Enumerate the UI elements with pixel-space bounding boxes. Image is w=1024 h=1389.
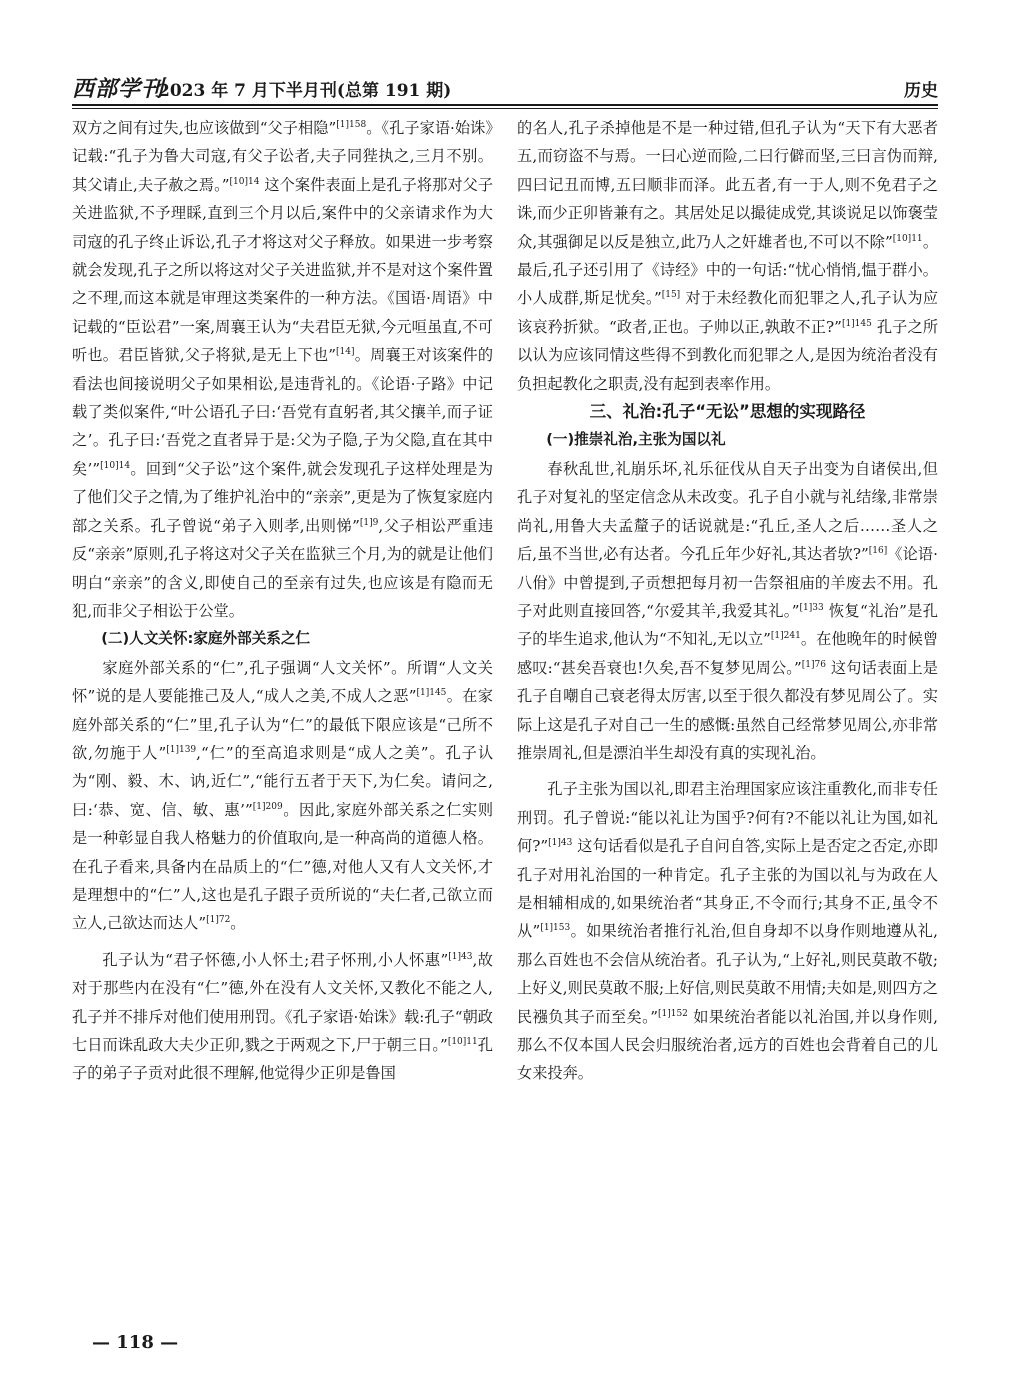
paragraph-gap bbox=[72, 938, 493, 946]
citation-ref: [1]209 bbox=[252, 801, 283, 812]
citation-ref: [16] bbox=[868, 546, 888, 557]
citation-ref: [1]72 bbox=[206, 915, 231, 926]
citation-ref: [1]145 bbox=[841, 318, 872, 329]
body-paragraph bbox=[72, 946, 493, 1088]
citation-ref: [1]139 bbox=[166, 744, 197, 755]
citation-ref: [14] bbox=[336, 347, 355, 358]
citation-ref: [1]33 bbox=[799, 602, 824, 613]
citation-ref: [10]14 bbox=[100, 460, 131, 471]
text-run: 。在家庭外部关系的“仁”里,孔子认为“仁”的最低下限应该是“己所不欲,勿施于人” bbox=[72, 687, 493, 762]
citation-ref: [10]11 bbox=[447, 1037, 478, 1047]
text-run: 。周襄王对该案件的看法也间接说明父子如果相讼,是违背礼的。《论语·子路》中记载了类似案件,“叶公语孔子曰:‘吾党有直躬者,其父攘羊,而子证之’。孔子曰:‘吾党之直者异于是:父为子隐,子为父隐,直在其中矣’” bbox=[72, 346, 493, 478]
text-run: 孔子的弟子子贡对此很不理解,他觉得少正卯是鲁国 bbox=[72, 1036, 493, 1083]
text-run: 这个案件表面上是孔子将那对父子关进监狱,不予理睬,直到三个月以后,案件中的父亲请求作为大司寇的孔子终止诉讼,孔子才将这对父子释放。如果进一步考察就会发现,孔子之所以将这对父子关进监狱,并不是对这个案件置之不理,而这本就是审理这类案件的一种方法。《国语·周语》中记载的“臣讼君”一案,周襄王认为“夫君臣无狱,今元咺虽直,不可听也。君臣皆狱,父子将狱,是无上下也” bbox=[72, 175, 493, 365]
text-run: 。回到“父子讼”这个案件,就会发现孔子这样处理是为了他们父子之情,为了维护礼治中的“亲亲”,更是为了恢复家庭内部之关系。孔子曾说“弟子入则孝,出则悌” bbox=[72, 459, 493, 535]
issue-info: 2023 年 7 月下半月刊(总第 191 期) bbox=[158, 81, 452, 101]
page-number: — 118 — bbox=[92, 1332, 179, 1353]
text-run: 。因此,家庭外部关系之仁实则是一种彰显自我人格魅力的价值取向,是一种高尚的道德人格。在孔子看来,具备内在品质上的“仁”德,对他人又有人文关怀,才是理想中的“仁”人,这也是孔子跟子贡所说的“夫仁者,己欲立而立人,己欲达而达人” bbox=[72, 800, 493, 933]
text-run: 。《孔子家语·始诛》记载:“孔子为鲁大司寇,有父子讼者,夫子同狴执之,三月不别。其父请止,夫子赦之焉。” bbox=[72, 119, 493, 194]
citation-ref: [15] bbox=[661, 290, 681, 301]
citation-ref: [1]158 bbox=[336, 120, 367, 130]
text-run: ,故对于那些内在没有“仁”德,外在没有人文关怀,又教化不能之人,孔子并不排斥对他们使用刑罚。《孔子家语·始诛》载:孔子“朝政七日而诛乱政大夫少正卯,戮之于两观之下,尸于朝三日。” bbox=[72, 950, 493, 1054]
paragraph-gap bbox=[517, 767, 938, 775]
citation-ref: [1]241 bbox=[770, 631, 801, 642]
text-run: 家庭外部关系的“仁”,孔子强调“人文关怀”。所谓“人文关怀”说的是人要能推己及人,“成人之美,不成人之恶” bbox=[72, 658, 493, 706]
subsection-heading: (一)推崇礼治,主张为国以礼 bbox=[546, 431, 726, 449]
text-run: 这句话看似是孔子自问自答,实际上是否定之否定,亦即孔子对用礼治国的一种肯定。孔子主张的为国以礼与为政在人是相辅相成的,如果统治者“其身正,不令而行;其身不正,虽令不从” bbox=[517, 837, 938, 941]
text-run: 孔子主张为国以礼,即君主治理国家应该注重教化,而非专任刑罚。孔子曾说:“能以礼让为国乎?何有?不能以礼让为国,如礼何?” bbox=[517, 780, 938, 856]
left-column bbox=[72, 114, 493, 1329]
body-paragraph bbox=[517, 775, 938, 1087]
text-run: 孔子之所以认为应该同情这些得不到教化而犯罪之人,是因为统治者没有负担起教化之职责,没有起到表率作用。 bbox=[517, 317, 938, 393]
text-run: 对于未经教化而犯罪之人,孔子认为应该哀矜折狱。“政者,正也。子帅以正,孰敢不正?” bbox=[517, 289, 938, 336]
body-paragraph bbox=[517, 114, 938, 398]
text-run: 。最后,孔子还引用了《诗经》中的一句话:“忧心悄悄,愠于群小。小人成群,斯足忧矣。” bbox=[517, 232, 938, 308]
text-run: 孔子认为“君子怀德,小人怀土;君子怀刑,小人怀惠” bbox=[102, 950, 449, 969]
citation-ref: [10]14 bbox=[229, 176, 260, 187]
citation-ref: [1]43 bbox=[548, 838, 573, 849]
text-run: ,父子相讼严重违反“亲亲”原则,孔子将这对父子关在监狱三个月,为的就是让他们明白“亲亲”的含义,即使自己的至亲有过失,也应该是有隐而无犯,而非父子相讼于公堂。 bbox=[72, 516, 493, 620]
citation-ref: [1]76 bbox=[801, 659, 826, 670]
body-paragraph bbox=[517, 455, 938, 767]
text-run: ,“仁”的至高追求则是“成人之美”。孔子认为“刚、毅、木、讷,近仁”,“能行五者于天下,为仁矣。请问之,曰:‘恭、宽、信、敏、惠’” bbox=[72, 743, 493, 819]
citation-ref: [1]153 bbox=[540, 923, 571, 934]
text-run: 。 bbox=[230, 914, 246, 933]
text-run: 。如果统治者推行礼治,但自身却不以身作则地遵从礼,那么百姓也不会信从统治者。孔子认为,“上好礼,则民莫敢不敬;上好义,则民莫敢不服;上好信,则民莫敢不用情;夫如是,则四方之民襁负其子而至矣。” bbox=[517, 922, 938, 1026]
citation-ref: [10]11 bbox=[892, 233, 923, 244]
text-run: 恢复“礼治”是孔子的毕生追求,他认为“不知礼,无以立” bbox=[517, 601, 938, 649]
page-header bbox=[72, 70, 938, 102]
text-run: 《论语·八佾》中曾提到,子贡想把每月初一告祭祖庙的羊废去不用。孔子对此则直接回答,“尔爱其羊,我爱其礼。” bbox=[517, 545, 938, 620]
body-paragraph bbox=[72, 654, 493, 938]
citation-ref: [1]9 bbox=[359, 517, 379, 528]
journal-logo: 西部学刊 bbox=[72, 76, 165, 102]
header-rule-thick bbox=[72, 104, 938, 106]
text-run: 这句话表面上是孔子自嘲自己衰老得太厉害,以至于很久都没有梦见周公了。实际上这是孔子对自己一生的感慨:虽然自己经常梦见周公,亦非常推崇周礼,但是漂泊半生却没有真的实现礼治。 bbox=[517, 658, 938, 762]
text-run: 如果统治者能以礼治国,并以身作则,那么不仅本国人民会归服统治者,远方的百姓也会背着自己的儿女来投奔。 bbox=[517, 1007, 938, 1083]
subsection-heading: (二)人文关怀:家庭外部关系之仁 bbox=[101, 630, 311, 648]
text-run: 的名人,孔子杀掉他是不是一种过错,但孔子认为“天下有大恶者五,而窃盗不与焉。一曰心逆而险,二曰行僻而坚,三曰言伪而辩,四曰记丑而博,五曰顺非而泽。此五者,有一于人,则不免君子之诛,而少正卯皆兼有之。其居处足以撮徒成党,其谈说足以饰褒莹众,其强御足以反是独立,此乃人之奸雄者也,不可以不除” bbox=[517, 119, 938, 251]
citation-ref: [1]145 bbox=[416, 688, 447, 699]
section-heading: 三、礼治:孔子“无讼”思想的实现路径 bbox=[589, 402, 866, 422]
header-rule-thin bbox=[72, 108, 938, 109]
citation-ref: [1]43 bbox=[448, 951, 473, 962]
body-paragraph bbox=[72, 114, 493, 625]
text-run: 。在他晚年的时候曾感叹:“甚矣吾衰也!久矣,吾不复梦见周公。” bbox=[517, 630, 938, 677]
text-run: 春秋乱世,礼崩乐坏,礼乐征伐从自天子出变为自诸侯出,但孔子对复礼的坚定信念从未改变。孔子自小就与礼结缘,非常崇尚礼,用鲁大夫孟釐子的话说就是:“孔丘,圣人之后……圣人之后,虽不当世,必有达者。今孔丘年少好礼,其达者欤?” bbox=[517, 459, 938, 564]
section-label: 历史 bbox=[904, 81, 938, 101]
citation-ref: [1]152 bbox=[657, 1008, 688, 1019]
text-run: 双方之间有过失,也应该做到“父子相隐” bbox=[72, 119, 337, 137]
right-column bbox=[517, 114, 938, 1329]
